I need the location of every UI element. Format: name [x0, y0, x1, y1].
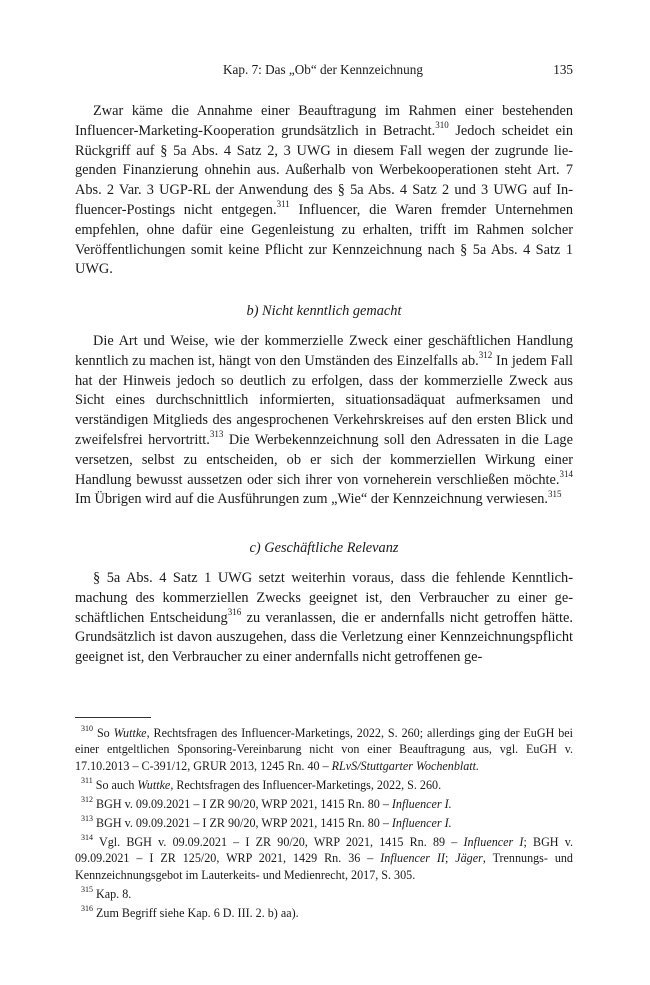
footnote-ref[interactable]: 311	[276, 199, 290, 210]
text-run: Zwar käme die Annahme einer Beauftragung im Rahmen einer bestehenden Influencer-Marketing-Kooperation grundsätzlich in Betracht.	[75, 103, 573, 139]
footnote-ref[interactable]: 313	[209, 429, 224, 440]
footnote-text: ;	[444, 851, 456, 866]
footnote-ref[interactable]: 312	[478, 349, 493, 360]
footnote-text: Zum Begriff siehe Kap. 6 D. III. 2. b) aa).	[96, 905, 299, 920]
footnote-number: 315	[81, 884, 93, 894]
text-run: zu veranlassen, die er andernfalls nicht getroffen hätte. Grundsätzlich ist davon auszugehen, dass die Verletzung einer Kennzeichnungspflicht geeignet ist, den Verbraucher zu einer andernfalls nicht getroffenen ge-	[75, 609, 573, 666]
footnote-text: Wuttke	[137, 777, 171, 792]
footnote-number: 316	[81, 903, 93, 913]
footnote-number: 314	[81, 832, 93, 842]
footnote-ref[interactable]: 310	[435, 120, 449, 131]
footnote-divider	[75, 717, 151, 718]
footnote-ref[interactable]: 316	[227, 606, 242, 617]
footnote-text: , Trennungs- und Kennzeichnungsgebot im Lauterkeits- und Medienrecht, 2017, S. 305.	[75, 851, 573, 882]
text-run: Die Art und Weise, wie der kommerzielle Zweck einer geschäftlichen Handlung kenntlich zu machen ist, hängt von den Umständen des Einzelfalls ab.	[75, 332, 573, 369]
text-run: Jedoch scheidet ein Rückgriff auf § 5a Abs. 4 Satz 2, 3 UWG in diesem Fall wegen der zugrunde liegenden Finanzierung ohnehin aus. Außerhalb von Werbekooperationen steht Art. 7 Abs. 2 Var. 3 UGP-RL der Anwendung des § 5a Abs. 4 Satz 2 und 3 UWG auf Influencer-Postings nicht entgegen.	[75, 122, 573, 218]
main-text	[75, 102, 573, 668]
footnote-312	[75, 796, 573, 812]
footnote-text: Influencer I.	[391, 815, 452, 830]
footnote-text: , Rechtsfragen des Influencer-Marketings, 2022, S. 260; allerdings ging der EuGH bei einer entgeltlichen Sponsoring-Vereinbarung nicht von einer Beauftragung aus, vgl. EuGH v. 17.10.2013 – C-391/12, GRUR 2013, 1245 Rn. 40 –	[75, 726, 574, 773]
text-run: § 5a Abs. 4 Satz 1 UWG setzt weiterhin voraus, dass die fehlende Kenntlichmachung des kommerziellen Zwecks geeignet ist, den Verbraucher zu einer geschäftlichen Entscheidung	[75, 569, 573, 626]
footnote-text: ; BGH v. 09.09.2021 – I ZR 125/20, WRP 2021, 1429 Rn. 36 –	[75, 834, 574, 866]
footnote-text: Vgl. BGH v. 09.09.2021 – I ZR 90/20, WRP 2021, 1415 Rn. 89 –	[98, 834, 464, 849]
footnote-number: 310	[81, 723, 93, 733]
footnote-311	[75, 777, 573, 793]
footnote-313	[75, 815, 573, 831]
page-number: 135	[553, 62, 573, 77]
paragraph-1	[75, 102, 573, 280]
paragraph-2	[75, 332, 573, 510]
footnote-text: Influencer II	[380, 851, 445, 866]
footnote-text: BGH v. 09.09.2021 – I ZR 90/20, WRP 2021, 1415 Rn. 80 –	[96, 796, 392, 811]
footnote-text: Kap. 8.	[96, 886, 132, 901]
section-heading-b: b) Nicht kenntlich gemacht	[246, 303, 402, 320]
footnotes	[75, 725, 573, 924]
footnote-number: 312	[81, 794, 93, 804]
footnote-315	[75, 886, 573, 902]
footnote-text: , Rechtsfragen des Influencer-Marketings, 2022, S. 260.	[170, 777, 442, 792]
running-title: Kap. 7: Das „Ob“ der Kennzeichnung	[223, 62, 423, 77]
footnote-310	[75, 725, 573, 774]
footnote-text: Influencer I.	[391, 796, 452, 811]
footnote-number: 313	[81, 813, 93, 823]
footnote-text: Jäger	[455, 851, 483, 866]
footnote-ref[interactable]: 314	[559, 468, 573, 479]
text-run: In jedem Fall hat der Hinweis jedoch so deutlich zu erfolgen, dass der kommerzielle Zweck aus Sicht eines durchschnittlich informierten, situationsadäquat aufmerksamen und verständigen Mitglieds des angesprochenen Verkehrskreises auf den ersten Blick und zweifelsfrei hervortritt.	[75, 352, 573, 448]
footnote-ref[interactable]: 315	[548, 488, 562, 499]
text-run: Im Übrigen wird auf die Ausführungen zum „Wie“ der Kennzeichnung verwiesen.	[75, 491, 548, 508]
section-heading-c: c) Geschäftliche Relevanz	[249, 540, 399, 557]
text-run: Influencer, die Waren fremder Unternehmen empfehlen, ohne dafür eine Gegenleistung zu erhalten, trifft im Rahmen solcher Veröffentlichungen somit keine Pflicht zur Kennzeichnung nach § 5a Abs. 4 Satz 1 UWG.	[75, 201, 573, 278]
footnote-text: Influencer I	[463, 834, 524, 849]
footnote-text: BGH v. 09.09.2021 – I ZR 90/20, WRP 2021, 1415 Rn. 80 –	[96, 815, 392, 830]
footnote-text: So auch	[95, 777, 138, 792]
paragraph-3	[75, 569, 573, 668]
footnote-316	[75, 905, 573, 921]
footnote-314	[75, 834, 573, 883]
text-run: Die Werbekennzeichnung soll den Adressaten in die Lage versetzen, selbst zu entscheiden, ob er sich der kommerziellen Wirkung einer Handlung bewusst aussetzen oder sich ihrer von vorneherein verschließen möchte.	[75, 431, 573, 488]
footnote-text: RLvS/Stuttgarter Wochenblatt.	[331, 758, 480, 773]
footnote-text: So	[96, 726, 114, 740]
footnote-text: Wuttke	[113, 726, 147, 740]
footnote-number: 311	[81, 775, 93, 785]
